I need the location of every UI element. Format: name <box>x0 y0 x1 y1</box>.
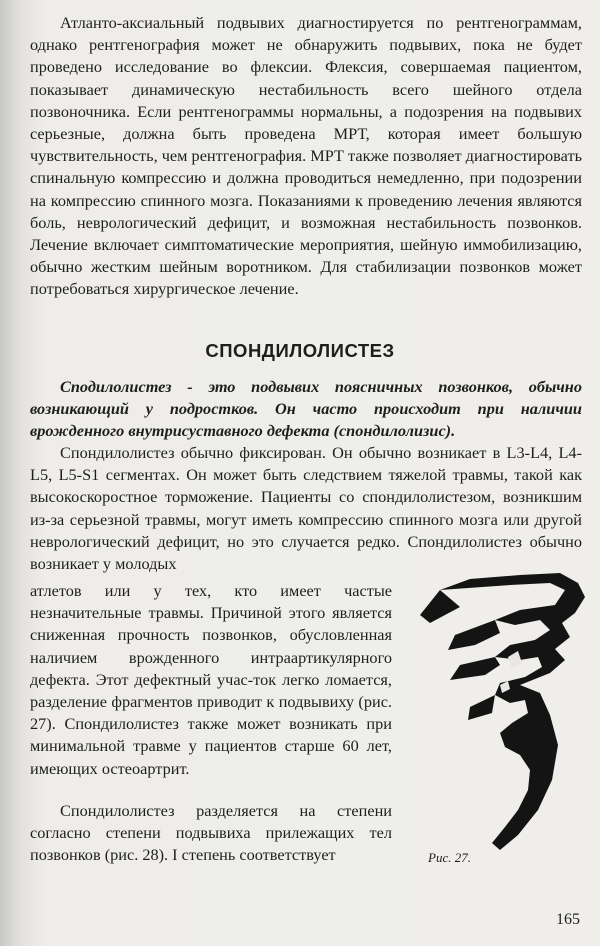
spine-figure-27 <box>400 565 600 865</box>
body-paragraph-spondylolisthesis: Спондилолистез обычно фиксирован. Он обычно возникает в L3-L4, L4-L5, L5-S1 сегментах. Он может быть следствием тяжелой травмы, такой как высокоскоростное торможение. Пациенты со спондилолистезом, возникшим из-за серьезной травмы, могут иметь компрессию спинного мозга или другой неврологический дефицит, но это случается редко. Спондилолистез обычно возникает у молодых <box>30 443 582 574</box>
body-paragraph-grades: Спондилолистез разделяется на степени согласно степени подвывиха прилежащих тел позвонков (рис. 28). I степень соответствует <box>30 801 392 865</box>
spine-illustration <box>400 565 600 865</box>
section-heading: СПОНДИЛОЛИСТЕЗ <box>205 340 395 361</box>
intro-definition: Сподилолистез - это подвывих поясничных позвонков, обычно возникающий у подростков. Он часто происходит при наличии врожденного внутрисуставного дефекта (спондилолизис). <box>30 377 582 441</box>
body-paragraph-causes: атлетов или у тех, кто имеет частые незначительные травмы. Причиной этого является сниженная прочность позвонков, обусловленная наличием врожденного интраартикулярного дефекта. Этот дефектный учас-ток легко ломается, разделение фрагментов приводит к подвывиху (рис. 27). Спондилолистез также может возникать при минимальной травме у пациентов старше 60 лет, имеющих остеоартрит. <box>30 581 392 778</box>
page-number: 165 <box>556 911 580 928</box>
figure-caption: Рис. 27. <box>428 850 471 865</box>
body-paragraph-atlantoaxial: Атланто-аксиальный подвывих диагностируется по рентгенограммам, однако рентгенография может не обнаружить подвывих, пока не будет проведено исследование во флексии. Флексия, совершаемая пациентом, показывает динамическую нестабильность всего шейного отдела позвоночника. Если рентгенограммы нормальны, а подозрения на подвывих серьезные, должна быть проведена МРТ, которая имеет большую чувствительность, чем рентгенография. МРТ также позволяет диагностировать спинальную компрессию и должна проводиться немедленно, при подозрении на компрессию спинного мозга. Показаниями к проведению лечения являются боль, неврологический дефицит, и возможная нестабильность позвонков. Лечение включает симптоматические мероприятия, шейную иммобилизацию, обычно жестким шейным воротником. Для стабилизации позвонков может потребоваться хирургическое лечение. <box>30 13 582 299</box>
